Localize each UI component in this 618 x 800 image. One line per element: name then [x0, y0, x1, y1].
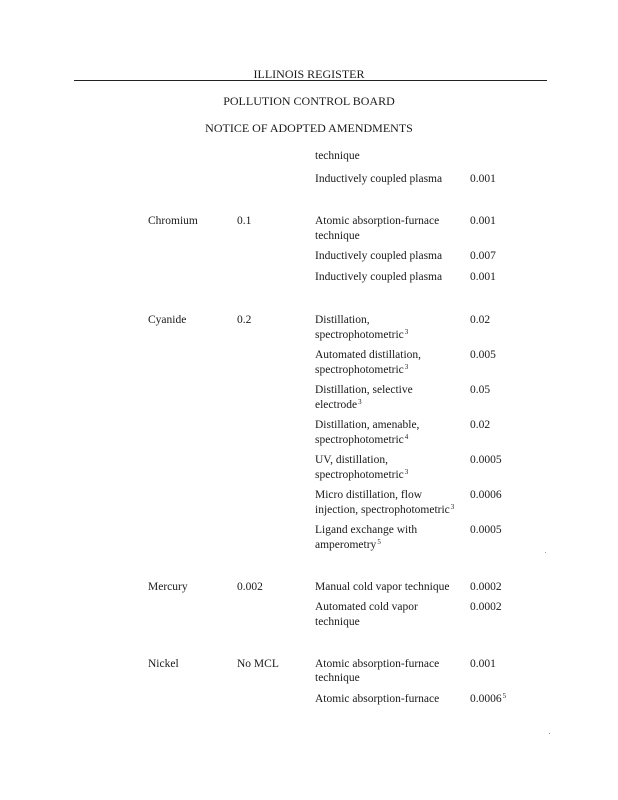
method-cell: Atomic absorption-furnace [315, 215, 440, 227]
method-cell: spectrophotometric$^4$ [315, 433, 409, 446]
limit-cell: 0.007 [470, 250, 496, 262]
method-cell: Inductively coupled plasma [315, 250, 443, 262]
limit-cell: 0.0006$^5$ [470, 692, 507, 705]
method-cell: Inductively coupled plasma [315, 271, 443, 283]
method-cell: Automated cold vapor [315, 601, 418, 613]
board-title: POLLUTION CONTROL BOARD [223, 94, 395, 108]
mcl-cell: No MCL [237, 658, 279, 670]
method-cell: Distillation, [315, 314, 370, 326]
method-cell: Micro distillation, flow [315, 489, 423, 501]
footnote-ref: 3 [404, 363, 409, 371]
limit-cell: 0.0006 [470, 489, 502, 501]
method-cell: amperometry$^5$ [315, 538, 381, 551]
method-cell: UV, distillation, [315, 454, 388, 466]
method-cell: technique [315, 672, 360, 684]
footnote-ref: 4 [404, 433, 409, 441]
method-cell: electrode$^3$ [315, 398, 362, 411]
footnote-ref: 3 [450, 503, 455, 511]
limit-cell: 0.005 [470, 349, 496, 361]
method-cell: spectrophotometric$^3$ [315, 328, 409, 341]
scan-speck [549, 733, 550, 734]
substance-cell: Cyanide [148, 314, 187, 326]
footnote-ref: 5 [502, 692, 507, 700]
method-cell: technique [315, 150, 360, 162]
limit-cell: 0.001 [470, 658, 496, 670]
method-cell: Inductively coupled plasma [315, 173, 443, 185]
method-cell: technique [315, 616, 360, 628]
mcl-cell: 0.1 [237, 215, 252, 227]
method-cell: Atomic absorption-furnace [315, 658, 440, 670]
method-cell: Distillation, amenable, [315, 419, 420, 431]
scan-speck [545, 552, 546, 553]
method-cell: spectrophotometric$^3$ [315, 468, 409, 481]
method-cell: injection, spectrophotometric$^3$ [315, 503, 455, 516]
mcl-cell: 0.002 [237, 581, 263, 593]
footnote-ref: 3 [358, 398, 362, 406]
limit-cell: 0.0005 [470, 454, 502, 466]
method-cell: Atomic absorption-furnace [315, 693, 440, 705]
limit-cell: 0.02 [470, 314, 491, 326]
method-cell: Distillation, selective [315, 384, 413, 396]
substance-cell: Chromium [148, 215, 198, 227]
limit-cell: 0.0005 [470, 524, 502, 536]
limit-cell: 0.0002 [470, 601, 502, 613]
method-cell: Manual cold vapor technique [315, 581, 450, 593]
substance-cell: Mercury [148, 581, 188, 593]
footnote-ref: 5 [377, 538, 381, 546]
limit-cell: 0.0002 [470, 581, 502, 593]
limit-cell: 0.02 [470, 419, 491, 431]
notice-title: NOTICE OF ADOPTED AMENDMENTS [205, 121, 413, 135]
limit-cell: 0.001 [470, 173, 496, 185]
limit-cell: 0.001 [470, 215, 496, 227]
limit-cell: 0.05 [470, 384, 491, 396]
method-cell: spectrophotometric$^3$ [315, 363, 409, 376]
register-title: ILLINOIS REGISTER [253, 67, 365, 81]
footnote-ref: 3 [404, 468, 409, 476]
limit-cell: 0.001 [470, 271, 496, 283]
substance-cell: Nickel [148, 658, 179, 670]
footnote-ref: 3 [404, 328, 409, 336]
method-cell: technique [315, 230, 360, 242]
mcl-cell: 0.2 [237, 314, 252, 326]
method-cell: Ligand exchange with [315, 524, 418, 536]
method-cell: Automated distillation, [315, 349, 422, 361]
